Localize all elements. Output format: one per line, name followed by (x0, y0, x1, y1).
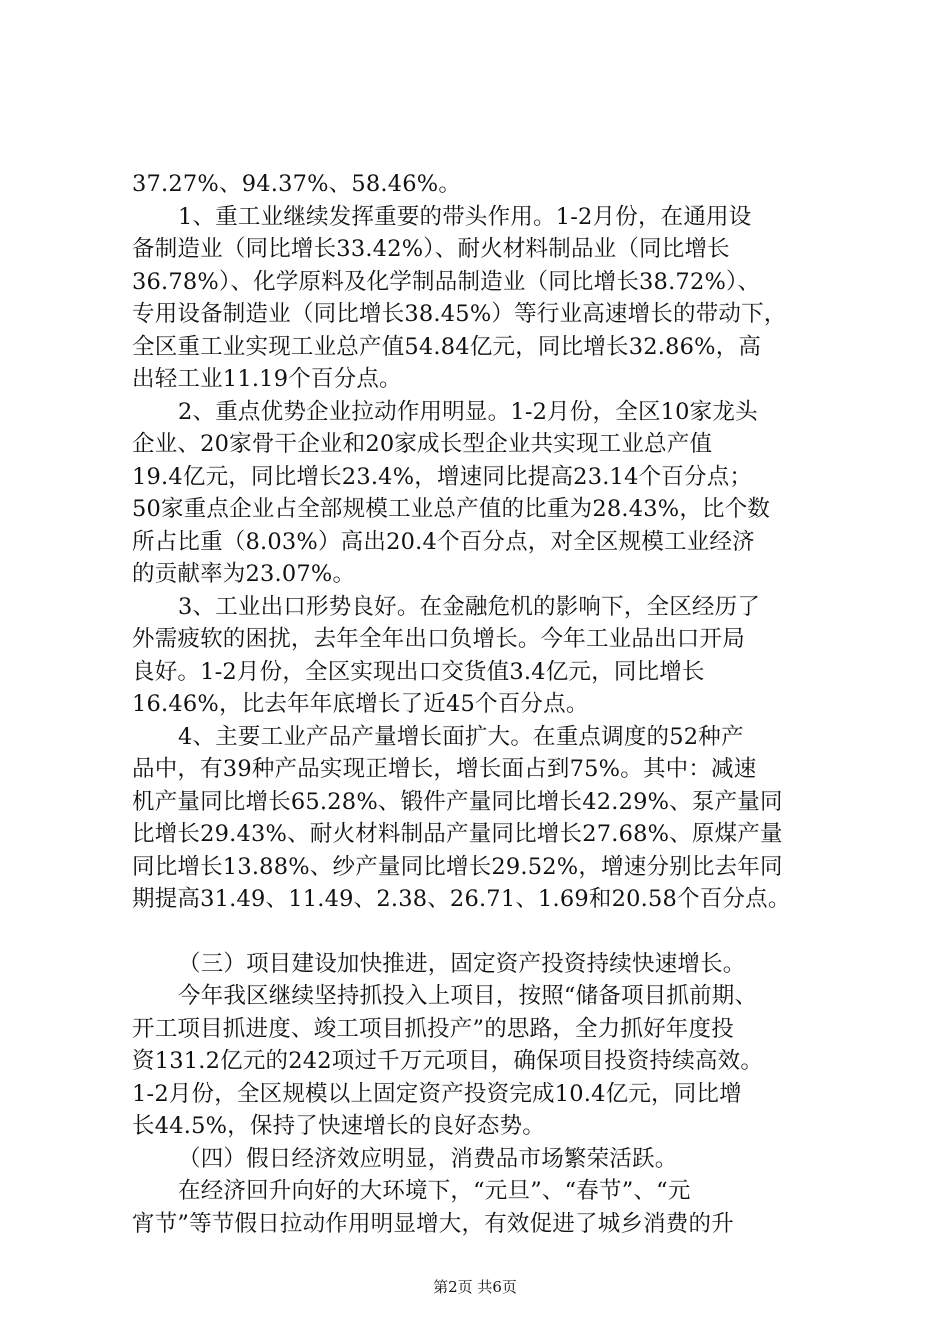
text-line: 宵节”等节假日拉动作用明显增大，有效促进了城乡消费的升 (132, 1210, 734, 1237)
text-line: 2、重点优势企业拉动作用明显。1-2月份，全区10家龙头 (178, 398, 758, 425)
text-line: 今年我区继续坚持抓投入上项目，按照“储备项目抓前期、 (178, 983, 758, 1009)
text-line: 19.4亿元，同比增长23.4%，增速同比提高23.14个百分点； (132, 463, 753, 490)
text-line: 16.46%，比去年年底增长了近45个百分点。 (132, 691, 589, 717)
text-line: 备制造业（同比增长33.42%）、耐火材料制品业（同比增长 (132, 236, 730, 262)
text-line: 良好。1-2月份，全区实现出口交货值3.4亿元，同比增长 (132, 658, 705, 685)
text-line: 企业、20家骨干企业和20家成长型企业共实现工业总产值 (132, 431, 713, 457)
document-body (132, 168, 852, 1240)
text-line: 资131.2亿元的242项过千万元项目，确保项目投资持续高效。 (132, 1048, 764, 1074)
text-line: 3、工业出口形势良好。在金融危机的影响下，全区经历了 (178, 593, 761, 620)
text-line: 的贡献率为23.07%。 (132, 561, 356, 587)
text-line: 出轻工业11.19个百分点。 (132, 366, 402, 392)
text-line: 在经济回升向好的大环境下，“元旦”、“春节”、“元 (178, 1178, 691, 1204)
text-line: 全区重工业实现工业总产值54.84亿元，同比增长32.86%，高 (132, 333, 762, 360)
blank-line (132, 916, 852, 948)
page-footer (0, 1277, 950, 1297)
section-heading: （三）项目建设加快推进，固定资产投资持续快速增长。 (178, 950, 746, 977)
text-line: 同比增长13.88%、纱产量同比增长29.52%，增速分别比去年同 (132, 853, 783, 880)
text-line: 36.78%）、化学原料及化学制品制造业（同比增长38.72%）、 (132, 268, 761, 295)
text-line: 比增长29.43%、耐火材料制品产量同比增长27.68%、原煤产量 (132, 821, 783, 847)
text-line: 50家重点企业占全部规模工业总产值的比重为28.43%，比个数 (132, 496, 771, 522)
page-number: 第2页 共6页 (433, 1278, 517, 1296)
text-line: 所占比重（8.03%）高出20.4个百分点，对全区规模工业经济 (132, 528, 755, 555)
text-line: 1-2月份，全区规模以上固定资产投资完成10.4亿元，同比增 (132, 1080, 742, 1107)
text-line: 专用设备制造业（同比增长38.45%）等行业高速增长的带动下， (132, 301, 787, 327)
text-line: 长44.5%，保持了快速增长的良好态势。 (132, 1113, 545, 1139)
text-line: 1、重工业继续发挥重要的带头作用。1-2月份，在通用设 (178, 203, 752, 230)
text-line: 4、主要工业产品产量增长面扩大。在重点调度的52种产 (178, 723, 744, 750)
section-heading: （四）假日经济效应明显，消费品市场繁荣活跃。 (178, 1145, 678, 1172)
text-line: 37.27%、94.37%、58.46%。 (132, 171, 462, 197)
text-line: 机产量同比增长65.28%、锻件产量同比增长42.29%、泵产量同 (132, 788, 783, 815)
text-line: 期提高31.49、11.49、2.38、26.71、1.69和20.58个百分点。 (132, 886, 791, 912)
text-line: 外需疲软的困扰，去年全年出口负增长。今年工业品出口开局 (132, 626, 745, 652)
text-line: 开工项目抓进度、竣工项目抓投产”的思路，全力抓好年度投 (132, 1015, 734, 1042)
text-line: 品中，有39种产品实现正增长，增长面占到75%。其中：减速 (132, 756, 757, 782)
